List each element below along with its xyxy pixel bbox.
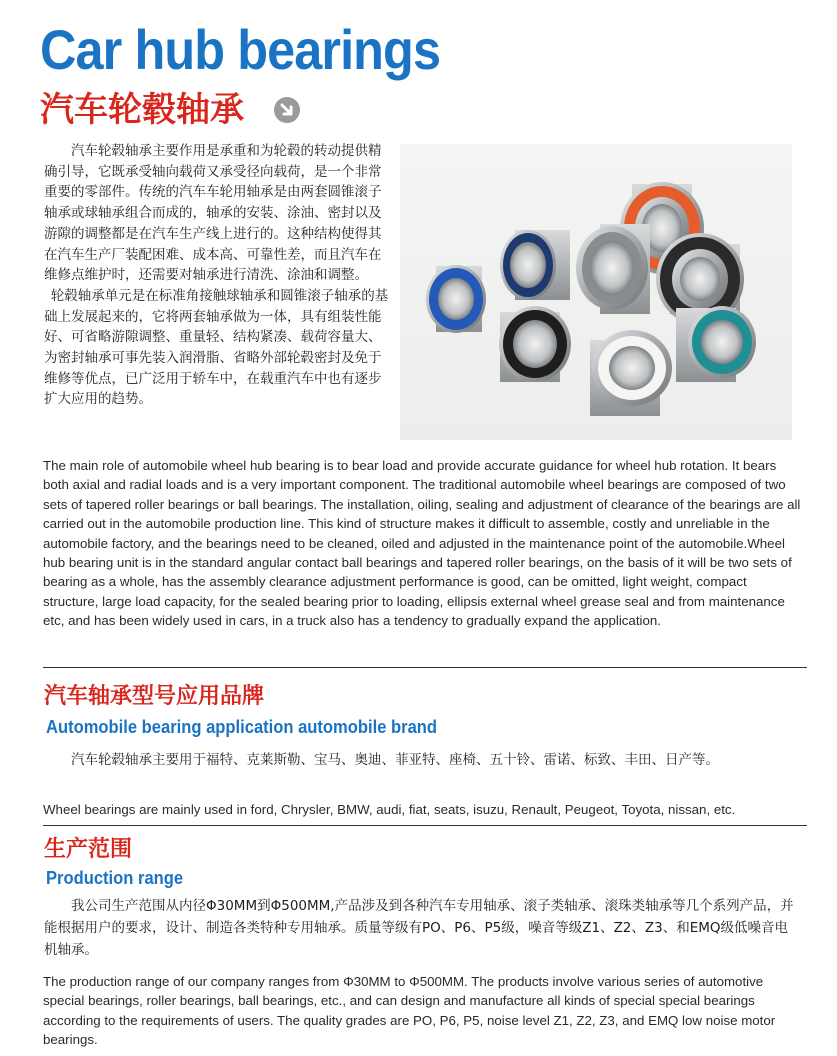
- bearing-black: [499, 306, 571, 382]
- intro-cn-text: [44, 141, 390, 410]
- production-title-cn: 生产范围: [44, 837, 133, 862]
- brands-title-en: Automobile bearing application automobile brand: [46, 717, 438, 737]
- page-title-cn: 汽车轮毂轴承: [40, 90, 244, 130]
- bearings-photo: [400, 144, 792, 440]
- production-cn-text: 我公司生产范围从内径Φ30MM到Φ500MM,产品涉及到各种汽车专用轴承、滚子类轴承、滚珠类轴承等几个系列产品，并能根据用户的要求，设计、制造各类特种专用轴承。质量等级有PO、P6、P5级，噪音等级Z1、Z2、Z3、和EMQ级低噪音电机轴承。: [44, 898, 794, 958]
- bearing-navy: [500, 230, 570, 300]
- section-divider: [43, 667, 807, 668]
- brands-en-text: Wheel bearings are mainly used in ford, Chrysler, BMW, audi, fiat, seats, isuzu, Renault, Peugeot, Toyota, nissan, etc.: [43, 802, 736, 817]
- bearing-blue: [426, 265, 486, 333]
- brands-cn-text: 汽车轮毂轴承主要用于福特、克莱斯勒、宝马、奥迪、菲亚特、座椅、五十铃、雷诺、标致、丰田、日产等。: [71, 752, 719, 768]
- bearing-teal: [676, 306, 756, 382]
- intro-cn-paragraph-1: 汽车轮毂轴承主要作用是承重和为轮毂的转动提供精确引导，它既承受轴向载荷又承受径向载荷，是一个非常重要的零部件。传统的汽车车轮用轴承是由两套圆锥滚子轴承或球轴承组合而成的，轴承的安装、涂油、密封以及游隙的调整都是在汽车生产线上进行的。这种结构使得其在汽车生产厂装配困难、成本高、可靠性差，而且汽车在维修点维护时，还需要对轴承进行清洗、涂油和调整。: [44, 143, 382, 284]
- section-divider-2: [43, 825, 807, 826]
- production-en-text: The production range of our company ranges from Φ30MM to Φ500MM. The products involve various series of automotive special bearings, roller bearings, ball bearings, etc., and can design and manufacture all kinds of special special bearings according to the requirements of users. The quality grades are PO, P6, P5, noise level Z1, Z2, Z3, and EMQ low noise motor bearings.: [43, 974, 776, 1048]
- intro-en-text: The main role of automobile wheel hub bearing is to bear load and provide accurate guidance for wheel hub rotation. It bears both axial and radial loads and is a very important component. The traditional automobile wheel bearings are composed of two sets of tapered roller bearings or ball bearings. The installation, oiling, sealing and adjustment of clearance of the bearings are all carried out in the automobile production line. This kind of structure makes it difficult to assemble, costly and unreliable in the automobile factory, and the bearings need to be cleaned, oiled and adjusted in the maintenance point of the automobile.Wheel hub bearing unit is in the standard angular contact ball bearings and tapered roller bearings, on the basis of it will be two sets of bearing as a whole, has the assembly clearance adjustment performance is good, can be omitted, light weight, compact structure, large load capacity, for the sealed bearing prior to loading, ellipsis external wheel grease seal and from maintenance etc, and has been widely used in cars, in a truck also has a tendency to gradually expand the application.: [43, 458, 801, 629]
- arrow-down-right-icon: [273, 96, 301, 124]
- production-title-en: Production range: [46, 868, 184, 888]
- bearing-white: [590, 330, 672, 416]
- bearing-middle: [576, 224, 650, 314]
- intro-cn-paragraph-2: 轮毂轴承单元是在标准角接触球轴承和圆锥滚子轴承的基础上发展起来的，它将两套轴承做为一体，具有组装性能好、可省略游隙调整、重量轻、结构紧凑、载荷容量大、为密封轴承可事先装入润滑脂、省略外部轮毂密封及免于维修等优点，已广泛用于轿车中，在载重汽车中也有逐步扩大应用的趋势。: [44, 287, 389, 408]
- brands-title-cn: 汽车轴承型号应用品牌: [44, 684, 265, 709]
- page-title-en: Car hub bearings: [40, 18, 441, 81]
